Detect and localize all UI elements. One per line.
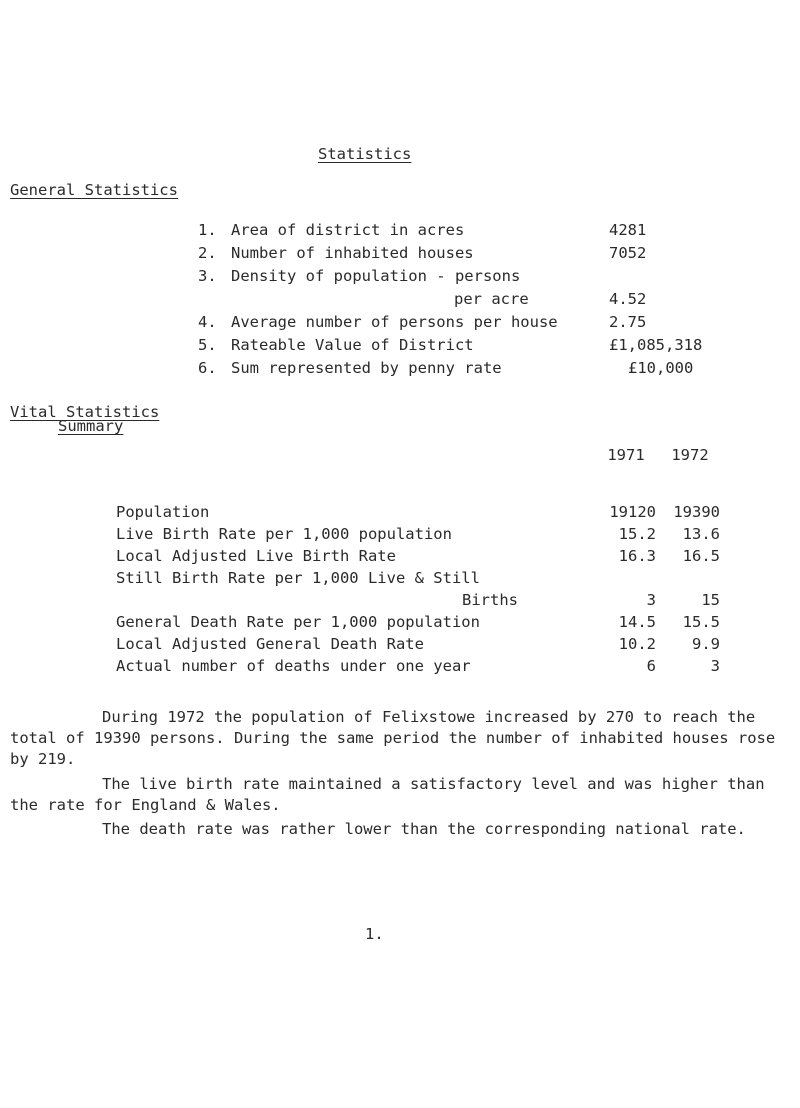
list-item-number: 1. — [198, 221, 217, 239]
list-item-number: 3. — [198, 267, 217, 285]
list-item-value: 7052 — [609, 244, 647, 262]
table-cell-1972: 16.5 — [682, 547, 720, 565]
table-row-label: Local Adjusted Live Birth Rate — [116, 547, 396, 565]
death-rate-paragraph: The death rate was rather lower than the corresponding national rate. — [102, 820, 746, 838]
list-item-number: 4. — [198, 313, 217, 331]
table-row-label-continued: Births — [462, 591, 518, 609]
birth-rate-paragraph: The live birth rate maintained a satisfactory level and was higher than the rate for England & Wales. — [10, 775, 765, 814]
table-cell-1972: 19390 — [673, 503, 720, 521]
list-item-value: £1,085,318 — [609, 336, 703, 354]
column-header-1971: 1971 — [607, 446, 645, 464]
list-item-label: Density of population - persons — [231, 267, 521, 285]
column-header-1972: 1972 — [671, 446, 709, 464]
list-item-number: 5. — [198, 336, 217, 354]
table-cell-1971: 16.3 — [618, 547, 656, 565]
list-item-value: £10,000 — [628, 359, 694, 377]
table-cell-1972: 3 — [710, 657, 720, 675]
table-cell-1971: 19120 — [609, 503, 656, 521]
table-row-label: Local Adjusted General Death Rate — [116, 635, 424, 653]
table-row-label: Actual number of deaths under one year — [116, 657, 471, 675]
table-cell-1971: 10.2 — [618, 635, 656, 653]
list-item-value: 4281 — [609, 221, 647, 239]
table-cell-1971: 15.2 — [618, 525, 656, 543]
population-paragraph: During 1972 the population of Felixstowe increased by 270 to reach the total of 19390 persons. During the same period the number of inhabited houses rose by 219. — [10, 708, 776, 768]
table-row-label: Live Birth Rate per 1,000 population — [116, 525, 452, 543]
table-row-label: General Death Rate per 1,000 population — [116, 613, 480, 631]
list-item-number: 2. — [198, 244, 217, 262]
list-item-label: Rateable Value of District — [231, 336, 474, 354]
list-item-label: Area of district in acres — [231, 221, 465, 239]
table-cell-1971: 3 — [646, 591, 656, 609]
table-row-label: Still Birth Rate per 1,000 Live & Still — [116, 569, 480, 587]
list-item-label: Sum represented by penny rate — [231, 359, 502, 377]
table-cell-1971: 14.5 — [618, 613, 656, 631]
table-cell-1971: 6 — [646, 657, 656, 675]
list-item-value: 4.52 — [609, 290, 647, 308]
list-item-label: Number of inhabited houses — [231, 244, 474, 262]
summary-heading: Summary — [58, 417, 124, 435]
table-cell-1972: 13.6 — [682, 525, 720, 543]
page-number: 1. — [365, 925, 384, 943]
list-item-label-continued: per acre — [454, 290, 529, 308]
list-item-label: Average number of persons per house — [231, 313, 558, 331]
table-cell-1972: 9.9 — [692, 635, 720, 653]
table-row-label: Population — [116, 503, 210, 521]
vital-statistics-heading: Vital Statistics — [10, 403, 160, 421]
list-item-value: 2.75 — [609, 313, 647, 331]
list-item-number: 6. — [198, 359, 217, 377]
page-title: Statistics — [318, 145, 412, 163]
table-cell-1972: 15.5 — [682, 613, 720, 631]
table-cell-1972: 15 — [701, 591, 720, 609]
general-statistics-heading: General Statistics — [10, 181, 178, 199]
